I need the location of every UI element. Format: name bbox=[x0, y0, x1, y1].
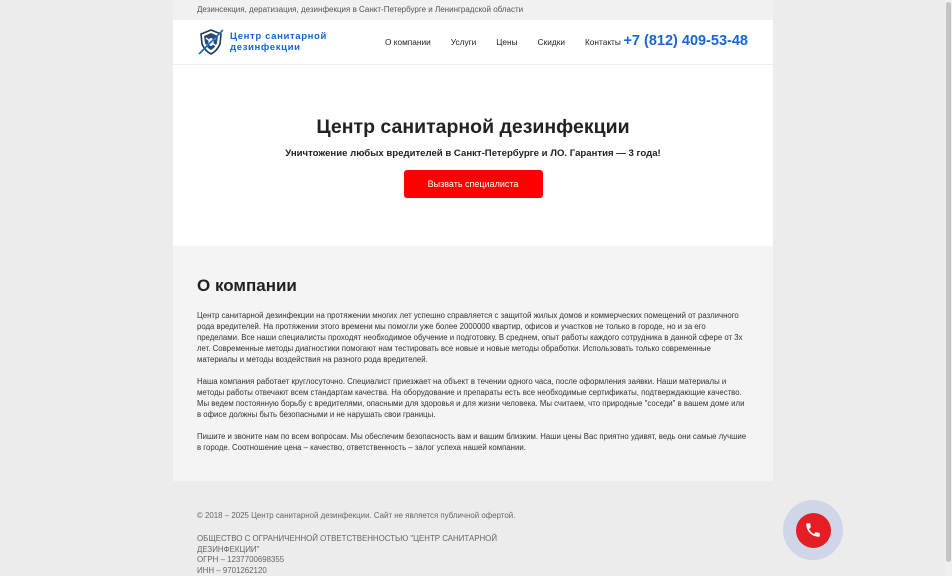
phone-link[interactable]: +7 (812) 409-53-48 bbox=[623, 33, 748, 49]
site-header bbox=[173, 20, 773, 65]
main-nav bbox=[385, 37, 641, 47]
call-fab-button[interactable] bbox=[783, 500, 843, 560]
call-specialist-button[interactable]: Вызвать специалиста bbox=[404, 170, 543, 198]
logo-line-2: дезинфекции bbox=[230, 42, 301, 53]
call-fab-inner[interactable] bbox=[796, 513, 831, 548]
nav-link-discounts[interactable]: Скидки bbox=[537, 37, 565, 47]
footer-company-name: ОБЩЕСТВО С ОГРАНИЧЕННОЙ ОТВЕТСТВЕННОСТЬЮ "ЦЕНТР САНИТАРНОЙ ДЕЗИНФЕКЦИИ" bbox=[197, 534, 497, 554]
nav-link-services[interactable]: Услуги bbox=[450, 37, 477, 47]
page-container bbox=[173, 0, 773, 576]
footer-inn: ИНН – 9701262120 bbox=[197, 565, 267, 575]
logo-text bbox=[230, 31, 327, 53]
logo-line-1: Центр санитарной bbox=[230, 31, 328, 42]
about-section bbox=[173, 246, 773, 481]
about-paragraph: Наша компания работает круглосуточно. Специалист приезжает на объект в течении одного часа, после оформления заявки. Наши материалы и методы работы отвечают всем стандартам качества. На оборудование и препараты есть все необходимые сертификаты, подтверждающие качество. Мы ведем постоянную борьбу с вредителями, опасными для здоровья и для жизни человека. Мы считаем, что природные "соседи" в вашем доме или в офисе должны быть безопасными и не нарушать свои границы. bbox=[197, 377, 745, 419]
hero-title: Центр санитарной дезинфекции bbox=[316, 116, 630, 138]
about-paragraph: Пишите и звоните нам по всем вопросам. Мы обеспечим безопасность вам и вашим близким. Наши цены Вас приятно удивят, ведь они самые лучшие в городе. Соотношение цена – качество, ответственность – залог успеха нашей компании. bbox=[197, 432, 747, 452]
hero-section bbox=[173, 65, 773, 246]
site-footer bbox=[173, 481, 773, 576]
about-paragraph: Центр санитарной дезинфекции на протяжении многих лет успешно справляется с защитой жилых домов и коммерческих помещений от различного рода вредителей. На протяжении этого времени мы помогли уже более 2000000 квартир, офисов и участков не только в городе, но и за его пределами. Все наши специалисты проходят необходимое обучение и подготовку. В среднем, опыт работы каждого сотрудника в данной сфере от 3х лет. Современные методы диагностики помогают нам тестировать все новые и новые методы обработки. Использовать только современные материалы и методы воздействия на разного рода вредителей. bbox=[197, 311, 743, 364]
hero-subtitle: Уничтожение любых вредителей в Санкт-Петербурге и ЛО. Гарантия — 3 года! bbox=[285, 148, 661, 159]
about-title: О компании bbox=[197, 276, 297, 295]
nav-link-prices[interactable]: Цены bbox=[496, 37, 518, 47]
shield-bug-icon bbox=[197, 28, 225, 56]
footer-copyright: © 2018 – 2025 Центр санитарной дезинфекции. Сайт не является публичной офертой. bbox=[197, 511, 516, 520]
phone-icon bbox=[804, 521, 822, 539]
nav-link-about[interactable]: О компании bbox=[385, 37, 431, 47]
top-bar-text: Дезинсекция, дератизация, дезинфекция в Санкт-Петербурге и Ленинградской области bbox=[197, 5, 524, 14]
logo[interactable] bbox=[197, 28, 327, 56]
footer-ogrn: ОГРН – 1237700698355 bbox=[197, 555, 285, 564]
top-bar bbox=[173, 0, 773, 20]
page-scrollbar[interactable] bbox=[945, 0, 952, 576]
footer-company-info bbox=[197, 534, 497, 576]
scrollbar-thumb[interactable] bbox=[946, 2, 951, 562]
nav-link-contacts[interactable]: Контакты bbox=[584, 37, 621, 47]
